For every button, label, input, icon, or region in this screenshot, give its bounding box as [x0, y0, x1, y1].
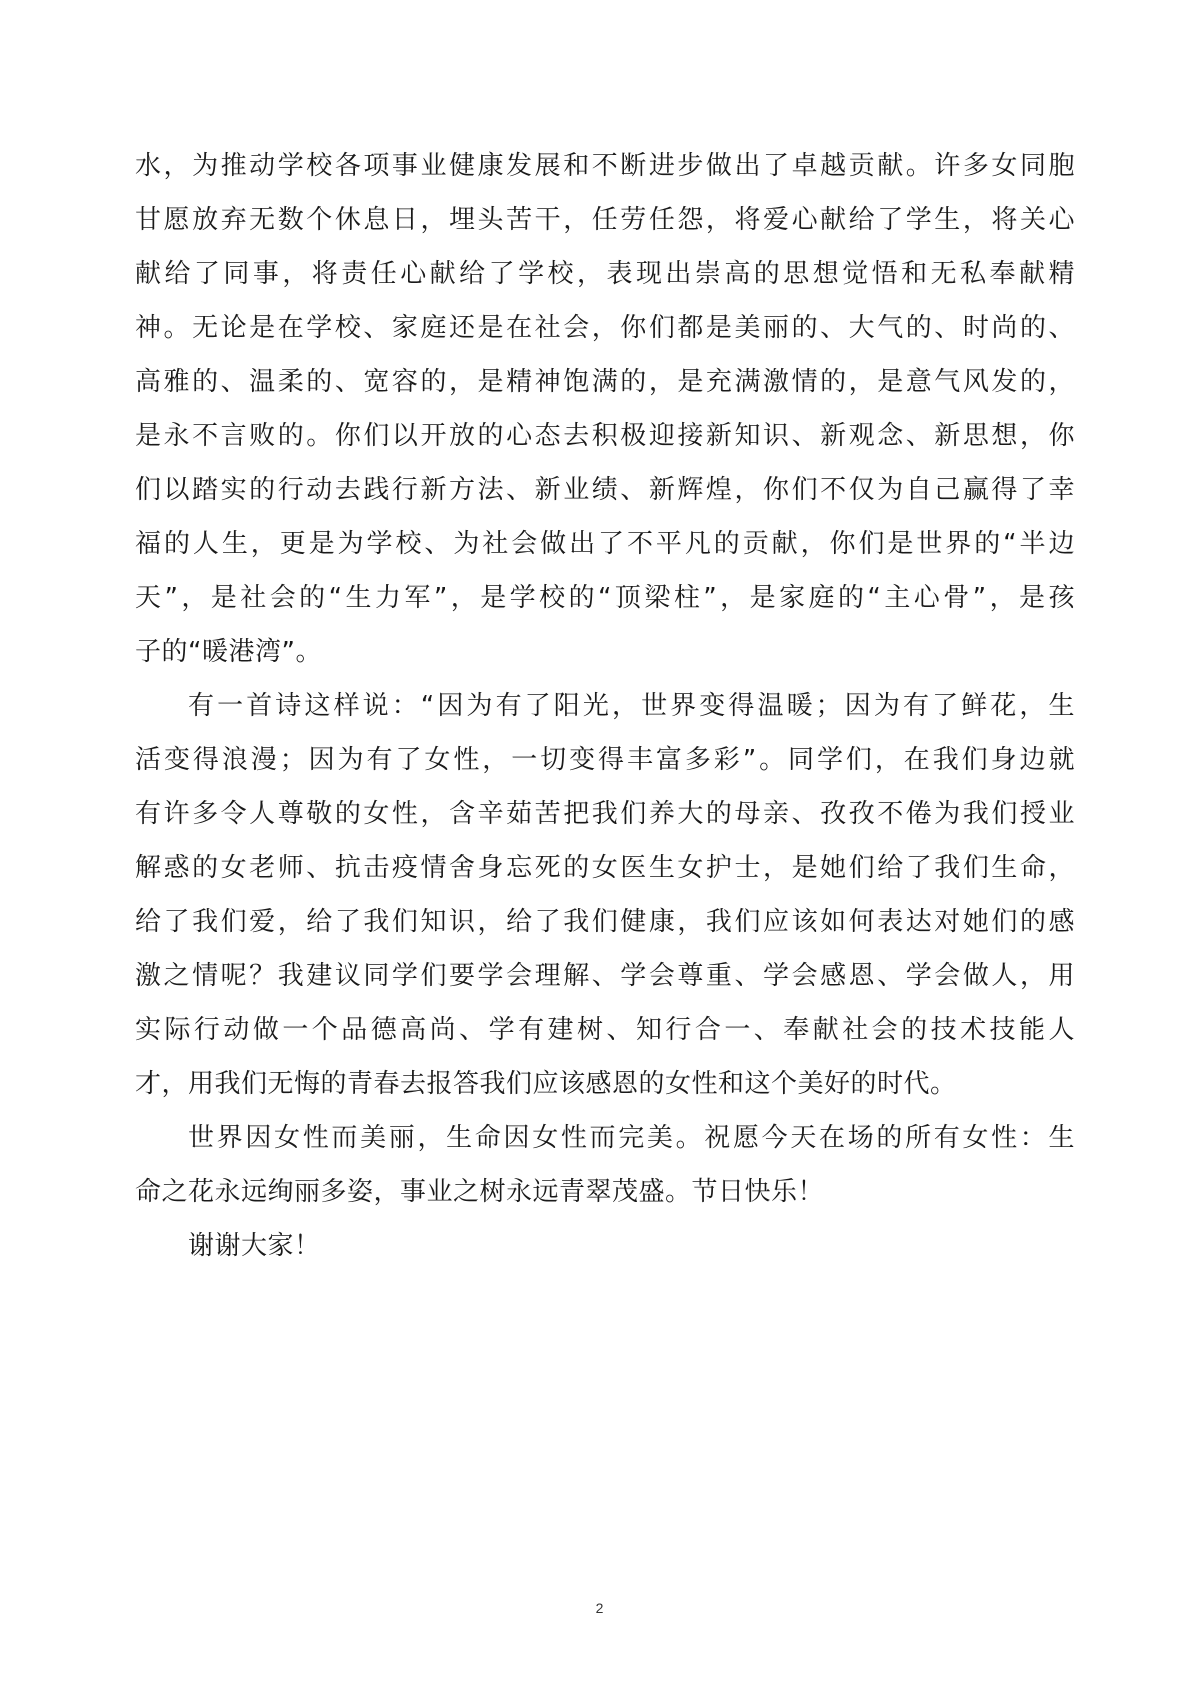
body-text-line: 高雅的、温柔的、宽容的，是精神饱满的，是充满激情的，是意气风发的，	[135, 367, 1075, 397]
body-text-line: 甘愿放弃无数个休息日，埋头苦干，任劳任怨，将爱心献给了学生，将关心	[135, 205, 1075, 235]
body-text-line: 给了我们爱，给了我们知识，给了我们健康，我们应该如何表达对她们的感	[135, 907, 1075, 937]
body-text-line: 激之情呢？我建议同学们要学会理解、学会尊重、学会感恩、学会做人，用	[135, 961, 1075, 991]
body-text-line: 活变得浪漫；因为有了女性，一切变得丰富多彩”。同学们，在我们身边就	[135, 745, 1075, 775]
body-text-line: 神。无论是在学校、家庭还是在社会，你们都是美丽的、大气的、时尚的、	[135, 313, 1075, 343]
closing-line: 谢谢大家！	[188, 1231, 321, 1261]
body-text-line: 才，用我们无悔的青春去报答我们应该感恩的女性和这个美好的时代。	[135, 1069, 957, 1099]
paragraph-first-line: 世界因女性而美丽，生命因女性而完美。祝愿今天在场的所有女性：生	[188, 1123, 1075, 1153]
body-text-line: 是永不言败的。你们以开放的心态去积极迎接新知识、新观念、新思想，你	[135, 421, 1075, 451]
body-text-line: 子的“暖港湾”。	[135, 637, 322, 667]
page-number: 2	[595, 1600, 604, 1616]
body-text-line: 福的人生，更是为学校、为社会做出了不平凡的贡献，你们是世界的“半边	[135, 529, 1075, 559]
body-text-line: 命之花永远绚丽多姿，事业之树永远青翠茂盛。节日快乐！	[135, 1177, 825, 1207]
paragraph-first-line: 有一首诗这样说：“因为有了阳光，世界变得温暖；因为有了鲜花，生	[188, 691, 1075, 721]
body-text-line: 有许多令人尊敬的女性，含辛茹苦把我们养大的母亲、孜孜不倦为我们授业	[135, 799, 1075, 829]
body-text-line: 天”，是社会的“生力军”，是学校的“顶梁柱”，是家庭的“主心骨”，是孩	[135, 583, 1075, 613]
body-text-line: 实际行动做一个品德高尚、学有建树、知行合一、奉献社会的技术技能人	[135, 1015, 1075, 1045]
body-text-line: 水，为推动学校各项事业健康发展和不断进步做出了卓越贡献。许多女同胞	[135, 151, 1075, 181]
body-text-line: 献给了同事，将责任心献给了学校，表现出崇高的思想觉悟和无私奉献精	[135, 259, 1075, 289]
body-text-line: 解惑的女老师、抗击疫情舍身忘死的女医生女护士，是她们给了我们生命，	[135, 853, 1075, 883]
body-text-line: 们以踏实的行动去践行新方法、新业绩、新辉煌，你们不仅为自己赢得了幸	[135, 475, 1075, 505]
